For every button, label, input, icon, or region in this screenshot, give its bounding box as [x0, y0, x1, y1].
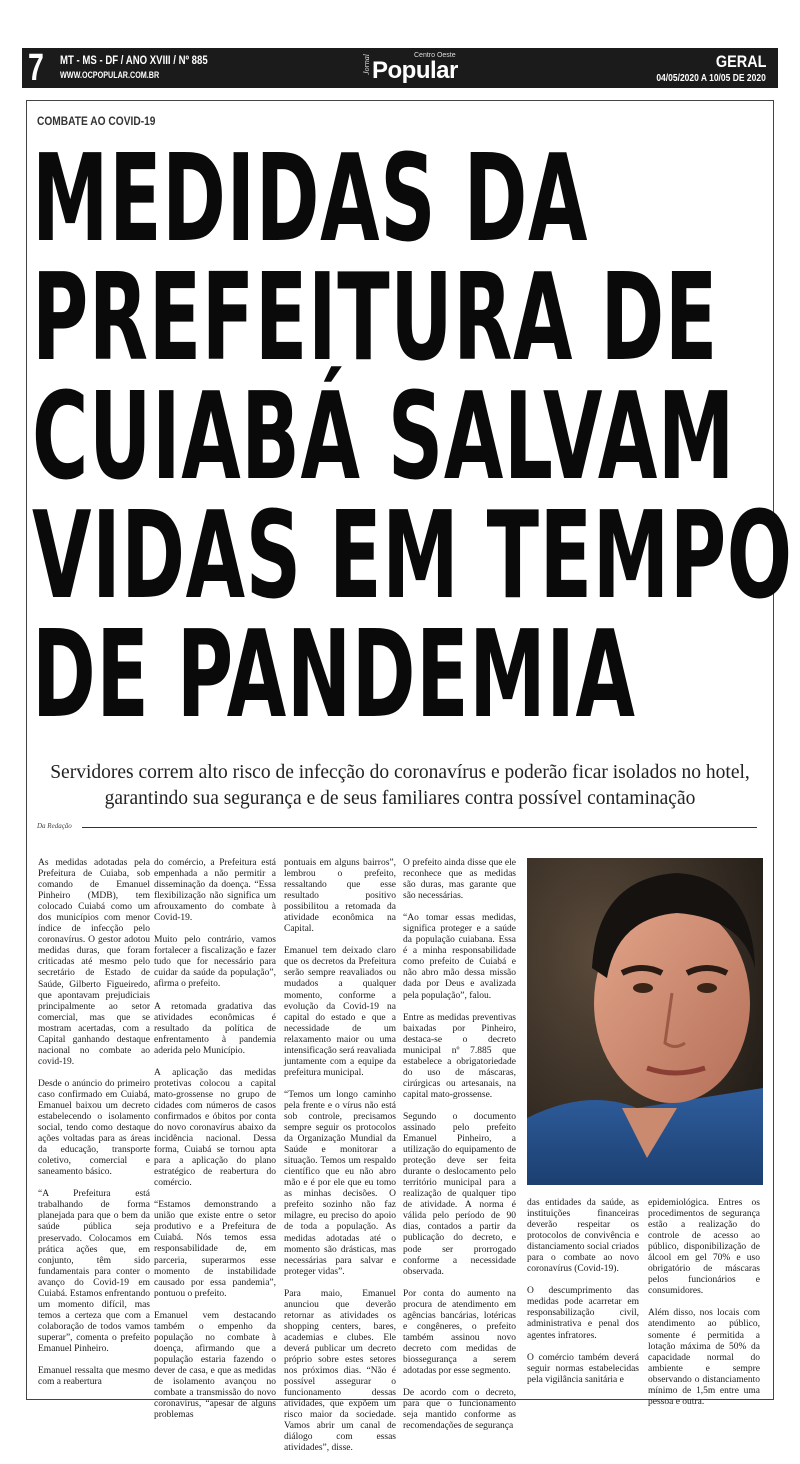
paragraph: A retomada gradativa das atividades econômicas é resultado da política de enfrentamento à pandemia aderida pelo Município. [154, 1001, 276, 1056]
article-column-5 [527, 1198, 639, 1385]
paragraph: “Ao tomar essas medidas, significa proteger e a saúde da população cuiabana. Essa é a minha responsabilidade como prefeito de Cuiabá e não abro mão dessa missão dada por Deus e avalizada pela população”, falou. [403, 913, 516, 1001]
logo-tagline: Centro Oeste [414, 52, 456, 59]
article-column-6 [648, 1198, 760, 1407]
paragraph: De acordo com o decreto, para que o funcionamento seja mantido conforme as recomendações de segurança [403, 1388, 516, 1432]
paragraph: pontuais em alguns bairros”, lembrou o prefeito, ressaltando que esse resultado positivo possibilitou a retomada da atividade econômica na Capital. [284, 858, 396, 935]
paragraph: Desde o anúncio do primeiro caso confirmado em Cuiabá, Emanuel baixou um decreto estabelecendo o isolamento social, tendo como destaque ações voltadas para as áreas da educação, transporte coletivo, comercial e saneamento básico. [38, 1078, 150, 1178]
paragraph: “Estamos demonstrando a união que existe entre o setor produtivo e a Prefeitura de Cuiabá. Nós temos essa responsabilidade de, em parceria, superarmos esse momento de instabilidade causado por essa pandemia”, pontuou o prefeito. [154, 1200, 276, 1299]
paragraph: epidemiológica. Entres os procedimentos de segurança estão a realização do controle de acesso ao público, disponibilização de álcool em gel 70% e uso obrigatório de máscaras pelos funcionários e consumidores. [648, 1198, 760, 1297]
paragraph: Emanuel tem deixado claro que os decretos da Prefeitura serão sempre reavaliados ou mudados a qualquer momento, conforme a evolução da Covid-19 na capital do estado e que a necessidade de um relaxamento maior ou uma intensificação será reavaliada juntamente com a equipe da prefeitura municipal. [284, 946, 396, 1078]
paragraph: Segundo o documento assinado pelo prefeito Emanuel Pinheiro, a utilização do equipamento de proteção deve ser feita durante o deslocamento pelo território municipal para a realização de qualquer tipo de atividade. A norma é válida pelo período de 90 dias, contados a partir da publicação do decreto, e pode ser prorrogado conforme a necessidade observada. [403, 1111, 516, 1277]
section-label: GERAL [715, 52, 766, 71]
article-headline [32, 130, 793, 745]
paragraph: Emanuel vem destacando também o empenho da população no combate à doença, afirmando que a população estaria fazendo o dever de casa, e que as medidas de isolamento avançou no combate a transmissão do novo coronavírus, “apesar de alguns problemas [154, 1310, 276, 1421]
page-number: 7 [28, 47, 44, 89]
paragraph: Emanuel ressalta que mesmo com a reabertura [38, 1366, 150, 1388]
paragraph: “Temos um longo caminho pela frente e o vírus não está sob controle, precisamos sempre seguir os protocolos da Organização Mundial da Saúde e monitorar a situação. Temos um respaldo científico que eu não abro mão e é por ele que eu tomo as minhas decisões. O prefeito sozinho não faz milagre, eu preciso do apoio de toda a população. As medidas adotadas até o momento são drásticas, mas necessárias para salvar e proteger vidas”. [284, 1089, 396, 1277]
paragraph: Entre as medidas preventivas baixadas por Pinheiro, destaca-se o decreto municipal nº 7.885 que estabelece a obrigatoriedade do uso de máscaras, cirúrgicas ou artesanais, na capital mato-grossense. [403, 1012, 516, 1100]
mayor-photo [527, 858, 763, 1185]
article-column-1 [38, 858, 150, 1388]
article-column-3 [284, 858, 396, 1454]
article-subtitle: Servidores correm alto risco de infecção do coronavírus e poderão ficar isolados no hotel, garantindo sua segurança e de seus familiares contra possível contaminação [50, 762, 750, 809]
byline: Da Redação [37, 822, 72, 830]
portrait-illustration [527, 858, 763, 1185]
edition-info: MT - MS - DF / ANO XVIII / Nº 885 [60, 53, 208, 67]
paragraph: Para maio, Emanuel anunciou que deverão retornar as atividades os shopping centers, bares, academias e clubes. Ele deverá publicar um decreto próprio sobre estes setores nos próximos dias. “Não é possível assegurar o funcionamento dessas atividades, que expõem um risco maior da sociedade. Vamos abrir um canal de diálogo com essas atividades”, disse. [284, 1288, 396, 1454]
headline-line: DE PANDEMIA [32, 606, 636, 745]
newspaper-logo [362, 52, 482, 84]
paragraph: A aplicação das medidas protetivas colocou a capital mato-grossense no grupo de cidades com números de casos confirmados e óbitos por conta do novo coronavírus abaixo da incidência nacional. Dessa forma, Cuiabá se tornou apta para a aplicação do plano estratégico de reabertura do comércio. [154, 1067, 276, 1189]
article-column-4 [403, 858, 516, 1432]
article-column-2 [154, 858, 276, 1421]
article-kicker: COMBATE AO COVID-19 [37, 114, 156, 128]
date-range: 04/05/2020 A 10/05 DE 2020 [656, 73, 766, 84]
byline-divider [82, 827, 757, 828]
headline-line: MEDIDAS DA [32, 130, 589, 269]
paragraph: das entidades da saúde, as instituições financeiras deverão respeitar os protocolos de convivência e distanciamento social criados para o combate ao novo coronavírus (Covid-19). [527, 1198, 639, 1275]
paragraph: Muito pelo contrário, vamos fortalecer a fiscalização e fazer tudo que for necessário para cuidar da saúde da população”, afirma o prefeito. [154, 935, 276, 990]
paragraph: O prefeito ainda disse que ele reconhece que as medidas são duras, mas garante que são necessárias. [403, 858, 516, 902]
paragraph: “A Prefeitura está trabalhando de forma planejada para que o bem da saúde pública seja preservado. Colocamos em prática ações que, em conjunto, têm sido fundamentais para conter o avanço do Covid-19 em Cuiabá. Estamos enfrentando um momento difícil, mas temos a certeza que com a colaboração de todos vamos superar”, comenta o prefeito Emanuel Pinheiro. [38, 1189, 150, 1354]
paragraph: do comércio, a Prefeitura está empenhada a não permitir a disseminação da doença. “Essa flexibilização não significa um afrouxamento do combate à Covid-19. [154, 858, 276, 924]
headline-line: CUIABÁ SALVAM [32, 368, 735, 507]
paragraph: Por conta do aumento na procura de atendimento em agências bancárias, lotéricas e congêneres, o prefeito também assinou novo decreto com medidas de biossegurança a serem adotadas por esse segmento. [403, 1288, 516, 1376]
paragraph: As medidas adotadas pela Prefeitura de Cuiaba, sob comando de Emanuel Pinheiro (MDB), tem colocado Cuiabá como um dos municípios com menor índice de infecção pelo coronavírus. O gestor adotou medidas duras, que foram criticadas até mesmo pelo secretário de Estado de Saúde, Gilberto Figueiredo, que apontavam prejudiciais principalmente ao setor comercial, mas que se mostram acertadas, com a Capital ganhando destaque nacional no combate ao covid-19. [38, 858, 150, 1067]
paragraph: Além disso, nos locais com atendimento ao público, somente é permitida a lotação máxima de 50% da capacidade normal do ambiente e sempre observando o distanciamento mínimo de 1,5m entre uma pessoa e outra. [648, 1308, 760, 1407]
headline-line: PREFEITURA DE [32, 249, 718, 388]
logo-name: Popular [372, 57, 458, 84]
headline-line: VIDAS EM TEMPO [32, 487, 793, 626]
masthead-bar [22, 48, 778, 88]
paragraph: O comércio também deverá seguir normas estabelecidas pela vigilância sanitária e [527, 1352, 639, 1385]
website-link[interactable]: WWW.OCPOPULAR.COM.BR [60, 70, 160, 80]
paragraph: O descumprimento das medidas pode acarretar em responsabilização civil, administrativa e penal dos agentes infratores. [527, 1286, 639, 1341]
logo-jornal-text: Jornal [362, 54, 371, 75]
